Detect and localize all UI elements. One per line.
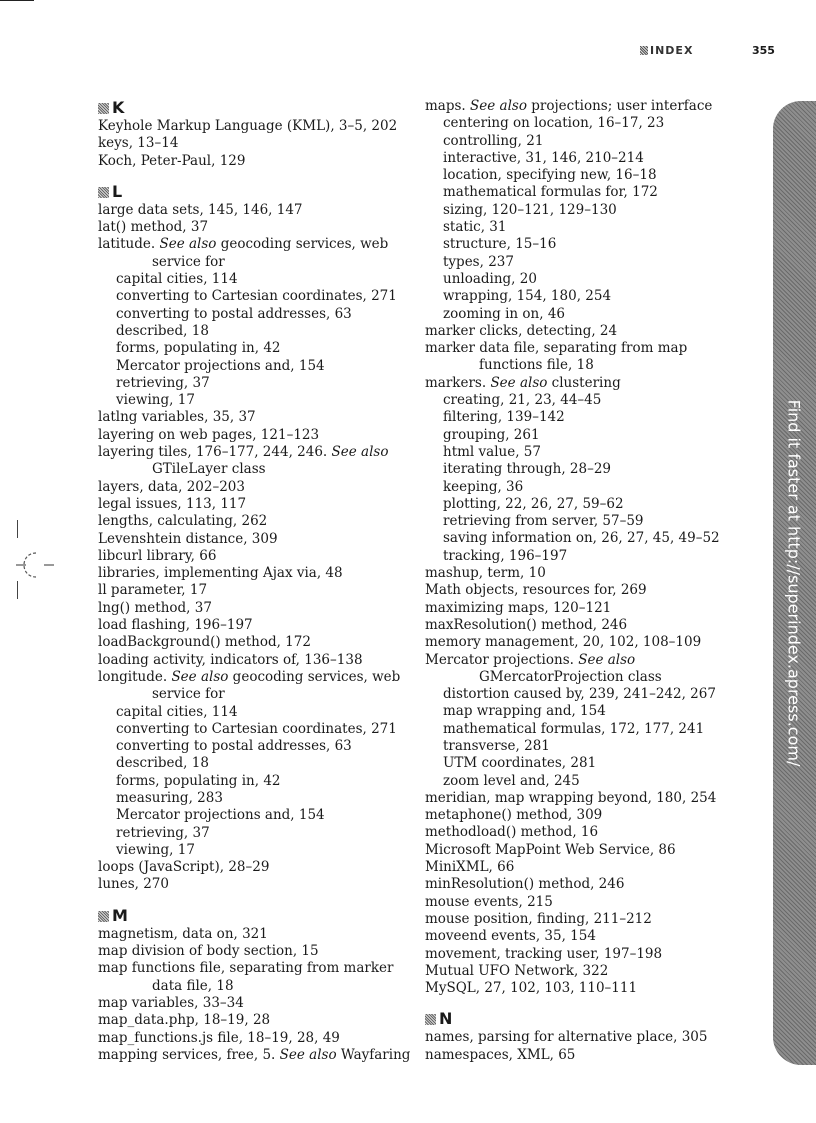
index-entry: loops (JavaScript), 28–29 [98,859,270,876]
index-entry: wrapping, 154, 180, 254 [443,288,612,305]
index-entry: mathematical formulas, 172, 177, 241 [443,720,705,737]
index-entry: names, parsing for alternative place, 305 [425,1029,708,1046]
index-entry: ll parameter, 17 [98,582,208,599]
index-entry: viewing, 17 [116,841,195,858]
index-entry: moveend events, 35, 154 [425,928,596,945]
index-entry: forms, populating in, 42 [116,340,281,357]
index-entry: described, 18 [116,322,209,339]
running-header [640,44,780,60]
index-entry: types, 237 [443,253,514,270]
index-entry: capital cities, 114 [116,703,238,720]
index-entry: lng() method, 37 [98,599,212,616]
index-entry: libcurl library, 66 [98,547,217,564]
index-entry-continuation: service for [152,686,225,703]
index-entry: mathematical formulas for, 172 [443,184,658,201]
index-entry: capital cities, 114 [116,271,238,288]
index-entry: converting to Cartesian coordinates, 271 [116,720,397,737]
index-entry: marker clicks, detecting, 24 [425,322,618,339]
index-column-right [425,98,755,1064]
letter-heading: M [98,906,398,926]
index-entry: Koch, Peter-Paul, 129 [98,152,246,169]
index-entry: plotting, 22, 26, 27, 59–62 [443,495,624,512]
index-entry: centering on location, 16–17, 23 [443,115,665,132]
thumb-tab-text: Find it faster at http://superindex.apress.com/ [784,399,804,767]
index-entry: MySQL, 27, 102, 103, 110–111 [425,980,638,997]
index-entry: namespaces, XML, 65 [425,1046,576,1063]
index-entry: distortion caused by, 239, 241–242, 267 [443,686,716,703]
index-entry: converting to Cartesian coordinates, 271 [116,288,397,305]
index-entry: mouse events, 215 [425,893,553,910]
index-column-left [98,98,411,1064]
index-entry: legal issues, 113, 117 [98,495,247,512]
index-entry: Keyhole Markup Language (KML), 3–5, 202 [98,118,398,134]
index-entry: forms, populating in, 42 [116,772,281,789]
index-entry: described, 18 [116,755,209,772]
index-entry: mouse position, finding, 211–212 [425,910,652,927]
index-entry: MiniXML, 66 [425,859,515,876]
page-number: 355 [752,44,775,57]
index-entry: maximizing maps, 120–121 [425,599,612,616]
index-entry: creating, 21, 23, 44–45 [443,392,602,409]
index-entry-continuation: data file, 18 [152,977,234,994]
letter-heading: K [98,98,398,118]
index-entry: lat() method, 37 [98,219,209,236]
index-entry: loadBackground() method, 172 [98,634,311,651]
index-entry: large data sets, 145, 146, 147 [98,201,303,218]
index-entry: map_functions.js file, 18–19, 28, 49 [98,1029,340,1046]
index-entry: filtering, 139–142 [443,409,565,426]
index-entry: Mutual UFO Network, 322 [425,962,609,979]
index-entry: Mercator projections and, 154 [116,807,325,824]
index-entry: structure, 15–16 [443,236,557,253]
index-entry: latlng variables, 35, 37 [98,409,256,426]
index-entry: mashup, term, 10 [425,565,546,582]
index-entry: UTM coordinates, 281 [443,755,597,772]
index-entry: Mercator projections and, 154 [116,357,325,374]
index-entry: marker data file, separating from map [425,340,688,357]
index-entry: grouping, 261 [443,426,540,443]
index-entry: controlling, 21 [443,132,544,149]
binding-mark-icon [14,545,62,585]
index-entry: keeping, 36 [443,478,524,495]
index-entry: map variables, 33–34 [98,994,244,1011]
index-entry: map functions file, separating from marker [98,960,394,977]
index-entry-continuation: GTileLayer class [152,461,266,478]
index-entry: libraries, implementing Ajax via, 48 [98,565,343,582]
index-entry: unloading, 20 [443,270,537,287]
index-entry: maps. See also projections; user interface [425,98,713,114]
index-entry: maxResolution() method, 246 [425,616,628,633]
index-entry: retrieving, 37 [116,824,210,841]
top-rule [0,0,34,1]
index-entry: magnetism, data on, 321 [98,925,268,942]
index-entry-continuation: functions file, 18 [479,357,594,374]
index-entry-continuation: service for [152,253,225,270]
index-entry: Mercator projections. See also [425,651,636,668]
index-entry: zoom level and, 245 [443,772,580,789]
index-entry: markers. See also clustering [425,374,621,391]
index-entry: interactive, 31, 146, 210–214 [443,149,644,166]
index-entry: minResolution() method, 246 [425,876,625,893]
index-entry: converting to postal addresses, 63 [116,738,352,755]
index-entry: movement, tracking user, 197–198 [425,945,663,962]
index-entry: retrieving, 37 [116,374,210,391]
index-entry: layers, data, 202–203 [98,478,245,495]
index-entry: static, 31 [443,219,507,236]
section-marker-icon [640,46,648,55]
section-label: INDEX [650,44,694,57]
index-entry-continuation: GMercatorProjection class [479,668,662,685]
index-entry: viewing, 17 [116,392,195,409]
index-entry: tracking, 196–197 [443,547,568,564]
index-entry: location, specifying new, 16–18 [443,167,657,184]
index-entry: meridian, map wrapping beyond, 180, 254 [425,789,717,806]
index-entry: transverse, 281 [443,737,550,754]
index-entry: map division of body section, 15 [98,943,319,960]
index-entry: Levenshtein distance, 309 [98,530,278,547]
index-entry: keys, 13–14 [98,135,179,152]
letter-heading: L [98,182,398,202]
index-entry: saving information on, 26, 27, 45, 49–52 [443,530,720,547]
index-entry: layering on web pages, 121–123 [98,426,320,443]
index-entry: layering tiles, 176–177, 244, 246. See also [98,444,389,461]
index-entry: latitude. See also geocoding services, web [98,236,389,253]
index-entry: lunes, 270 [98,876,169,893]
index-entry: longitude. See also geocoding services, web [98,668,401,685]
index-entry: html value, 57 [443,443,541,460]
index-entry: load flashing, 196–197 [98,617,253,634]
index-entry: converting to postal addresses, 63 [116,305,352,322]
index-entry: memory management, 20, 102, 108–109 [425,634,702,651]
index-entry: metaphone() method, 309 [425,807,603,824]
index-entry: methodload() method, 16 [425,824,599,841]
index-entry: retrieving from server, 57–59 [443,513,644,530]
index-entry: map wrapping and, 154 [443,703,606,720]
letter-heading: N [425,1009,755,1029]
index-entry: sizing, 120–121, 129–130 [443,201,617,218]
index-entry: lengths, calculating, 262 [98,513,268,530]
index-entry: loading activity, indicators of, 136–138 [98,651,363,668]
index-entry: mapping services, free, 5. See also Wayfaring [98,1046,411,1063]
index-entry: map_data.php, 18–19, 28 [98,1012,271,1029]
index-entry: Math objects, resources for, 269 [425,582,647,599]
index-entry: iterating through, 28–29 [443,461,612,478]
index-entry: Microsoft MapPoint Web Service, 86 [425,841,676,858]
index-entry: measuring, 283 [116,789,223,806]
index-entry: zooming in on, 46 [443,305,566,322]
